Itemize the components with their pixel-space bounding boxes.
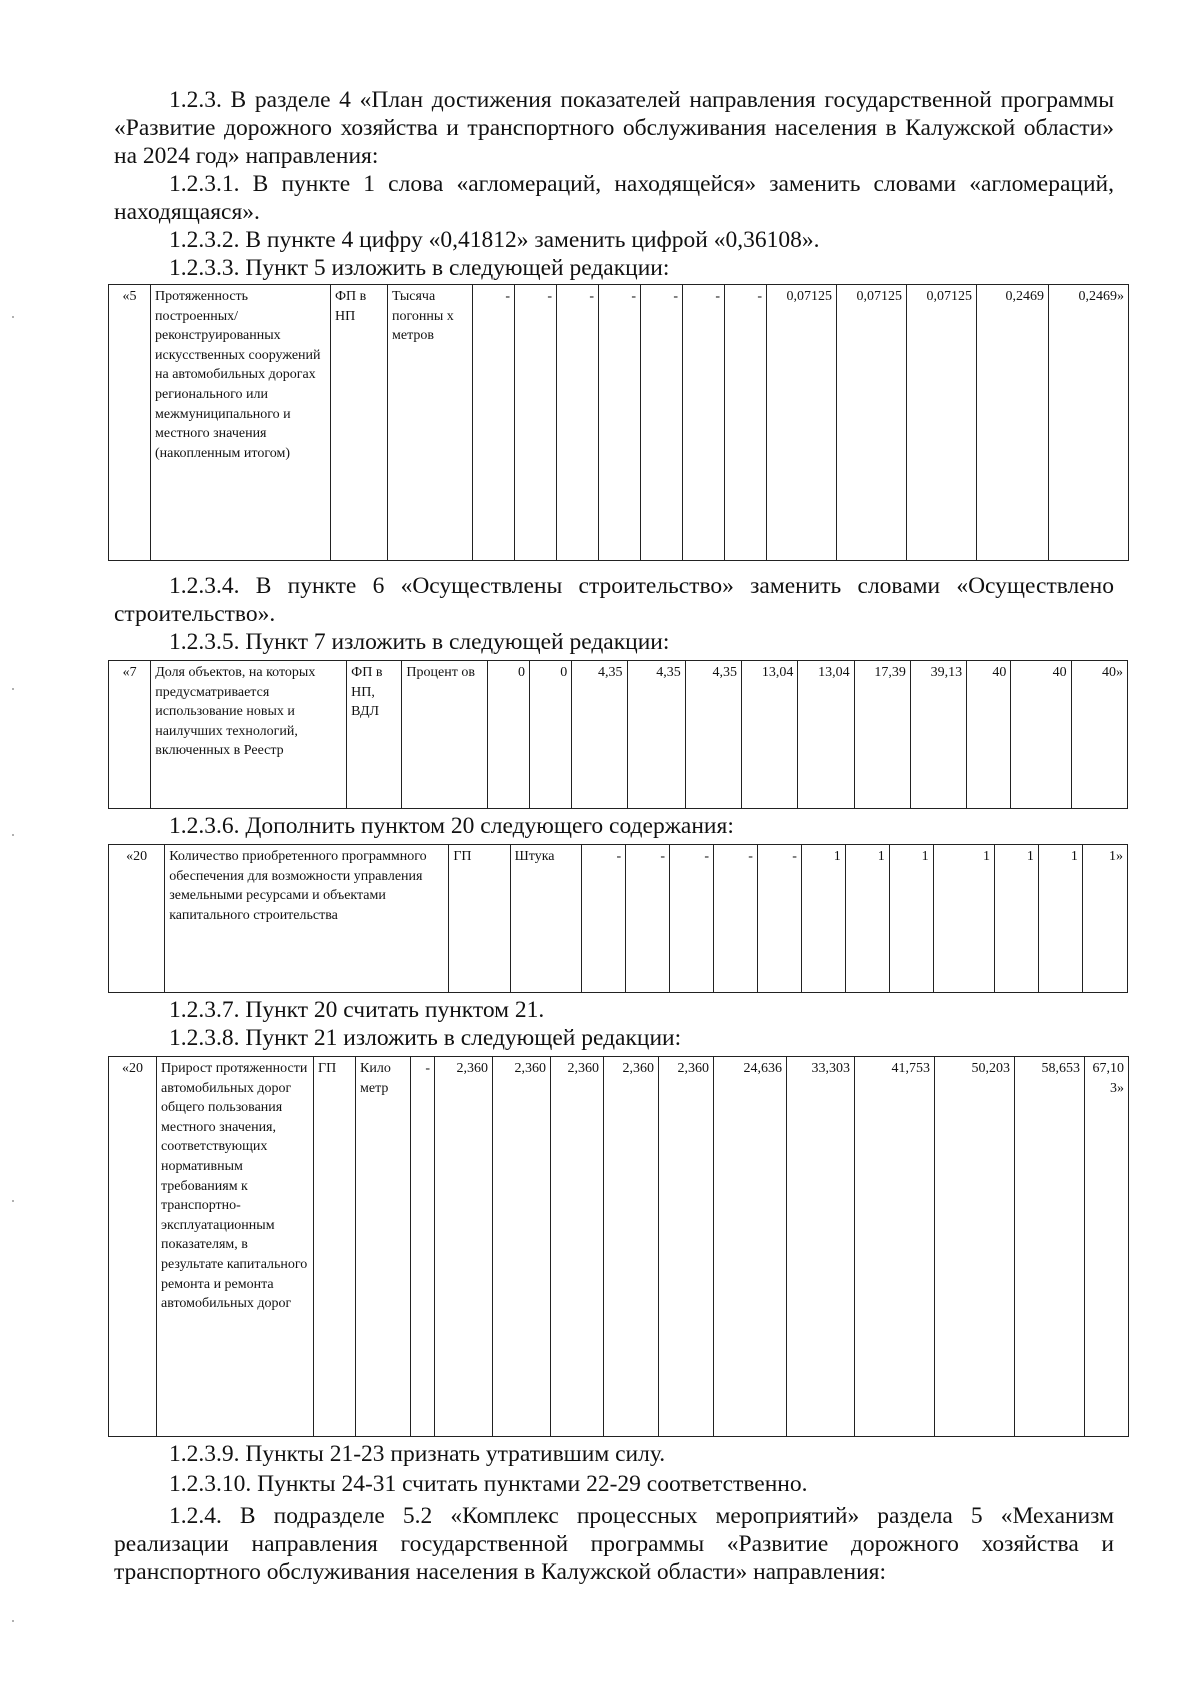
paragraph-1-2-3-6: 1.2.3.6. Дополнить пунктом 20 следующего содержания: [169, 813, 734, 839]
paragraph-1-2-3-9: 1.2.3.9. Пункты 21-23 признать утратившим силу. [169, 1441, 666, 1467]
paragraph-1-2-3-1: 1.2.3.1. В пункте 1 слова «агломераций, находящейся» заменить словами «агломераций, находящаяся». [114, 171, 1114, 225]
value-cell: 40 [967, 661, 1011, 809]
item-number: «20 [109, 1057, 157, 1437]
item-number: «5 [109, 285, 151, 561]
value-cell: 2,360 [493, 1057, 551, 1437]
value-cell: 0 [530, 661, 572, 809]
value-cell: - [557, 285, 599, 561]
value-cell: 13,04 [798, 661, 854, 809]
paragraph-1-2-3-3: 1.2.3.3. Пункт 5 изложить в следующей редакции: [169, 255, 670, 281]
value-cell: - [599, 285, 641, 561]
value-cell: - [473, 285, 515, 561]
value-cell: 40» [1071, 661, 1127, 809]
unit-of-measure: Процент ов [402, 661, 487, 809]
value-cell: - [641, 285, 683, 561]
indicator-level: ГП [449, 845, 510, 993]
scan-mark [12, 1200, 14, 1202]
value-cell: 41,753 [855, 1057, 935, 1437]
paragraph-1-2-3-10: 1.2.3.10. Пункты 24-31 считать пунктами 22-29 соответственно. [169, 1471, 808, 1497]
indicator-name: Прирост протяженности автомобильных дорог общего пользования местного значения, соответствующих нормативным требованиям к транспортно-эксплуатационным показателям, в результате капитального ремонта и ремонта автомобильных дорог [157, 1057, 314, 1437]
value-cell: 4,35 [627, 661, 685, 809]
scan-mark [12, 688, 14, 690]
indicator-table-item-21 [108, 1056, 1129, 1437]
value-cell: 24,636 [714, 1057, 787, 1437]
indicator-name: Протяженность построенных/ реконструированных искусственных сооружений на автомобильных дорогах регионального или межмуниципального и местного значения (накопленным итогом) [151, 285, 331, 561]
value-cell: - [582, 845, 626, 993]
scan-mark [12, 1620, 14, 1622]
indicator-level: ФП в НП, ВДЛ [347, 661, 402, 809]
value-cell: 1 [933, 845, 994, 993]
table-row [109, 661, 1128, 809]
value-cell: - [683, 285, 725, 561]
paragraph-1-2-3-2: 1.2.3.2. В пункте 4 цифру «0,41812» заменить цифрой «0,36108». [169, 227, 820, 253]
indicator-level: ГП [314, 1057, 356, 1437]
value-cell: 40 [1011, 661, 1071, 809]
value-cell: 1» [1082, 845, 1127, 993]
scan-mark [12, 834, 14, 836]
value-cell: 1 [801, 845, 845, 993]
scan-mark [12, 316, 14, 318]
value-cell: 0,07125 [767, 285, 837, 561]
value-cell: 0 [487, 661, 529, 809]
value-cell: 33,303 [787, 1057, 855, 1437]
paragraph-1-2-4: 1.2.4. В подразделе 5.2 «Комплекс процессных мероприятий» раздела 5 «Механизм реализации направления государственной программы «Развитие дорожного хозяйства и транспортного обслуживания населения в Калужской области» направления: [114, 1503, 1114, 1585]
value-cell: - [670, 845, 714, 993]
unit-of-measure: Тысяча погонны х метров [388, 285, 473, 561]
value-cell: - [725, 285, 767, 561]
value-cell: - [515, 285, 557, 561]
value-cell: 2,360 [604, 1057, 659, 1437]
table-row [109, 1057, 1129, 1437]
unit-of-measure: Кило метр [356, 1057, 411, 1437]
value-cell: 2,360 [435, 1057, 493, 1437]
indicator-table-item-20-new [108, 844, 1128, 993]
indicator-table-item-7 [108, 660, 1128, 809]
unit-of-measure: Штука [510, 845, 582, 993]
value-cell: 50,203 [935, 1057, 1015, 1437]
table-row [109, 845, 1128, 993]
item-number: «20 [109, 845, 165, 993]
value-cell: 1 [845, 845, 889, 993]
item-number: «7 [109, 661, 151, 809]
value-cell: 2,360 [551, 1057, 604, 1437]
value-cell: 0,2469 [977, 285, 1049, 561]
value-cell: - [626, 845, 670, 993]
value-cell: 1 [1038, 845, 1082, 993]
value-cell: 67,103» [1085, 1057, 1129, 1437]
value-cell: 17,39 [854, 661, 910, 809]
value-cell: 1 [994, 845, 1038, 993]
indicator-table-item-5 [108, 284, 1129, 561]
value-cell: 4,35 [685, 661, 741, 809]
value-cell: 58,653 [1015, 1057, 1085, 1437]
value-cell: 0,07125 [907, 285, 977, 561]
value-cell: 13,04 [742, 661, 798, 809]
paragraph-1-2-3: 1.2.3. В разделе 4 «План достижения показателей направления государственной программы «Развитие дорожного хозяйства и транспортного обслуживания населения в Калужской области» на 2024 год» направления: [114, 87, 1114, 169]
value-cell: 2,360 [659, 1057, 714, 1437]
value-cell: 4,35 [572, 661, 627, 809]
value-cell: 1 [889, 845, 933, 993]
indicator-level: ФП в НП [331, 285, 388, 561]
value-cell: - [411, 1057, 435, 1437]
value-cell: 39,13 [910, 661, 966, 809]
value-cell: 0,07125 [837, 285, 907, 561]
paragraph-1-2-3-8: 1.2.3.8. Пункт 21 изложить в следующей редакции: [169, 1025, 682, 1051]
indicator-name: Доля объектов, на которых предусматривается использование новых и наилучших технологий, включенных в Реестр [151, 661, 347, 809]
table-row [109, 285, 1129, 561]
value-cell: - [757, 845, 801, 993]
paragraph-1-2-3-4: 1.2.3.4. В пункте 6 «Осуществлены строительство» заменить словами «Осуществлено строительство». [114, 573, 1114, 627]
value-cell: - [713, 845, 757, 993]
paragraph-1-2-3-7: 1.2.3.7. Пункт 20 считать пунктом 21. [169, 997, 545, 1023]
paragraph-1-2-3-5: 1.2.3.5. Пункт 7 изложить в следующей редакции: [169, 629, 670, 655]
value-cell: 0,2469» [1049, 285, 1129, 561]
indicator-name: Количество приобретенного программного обеспечения для возможности управления земельными ресурсами и объектами капитального строительства [165, 845, 449, 993]
